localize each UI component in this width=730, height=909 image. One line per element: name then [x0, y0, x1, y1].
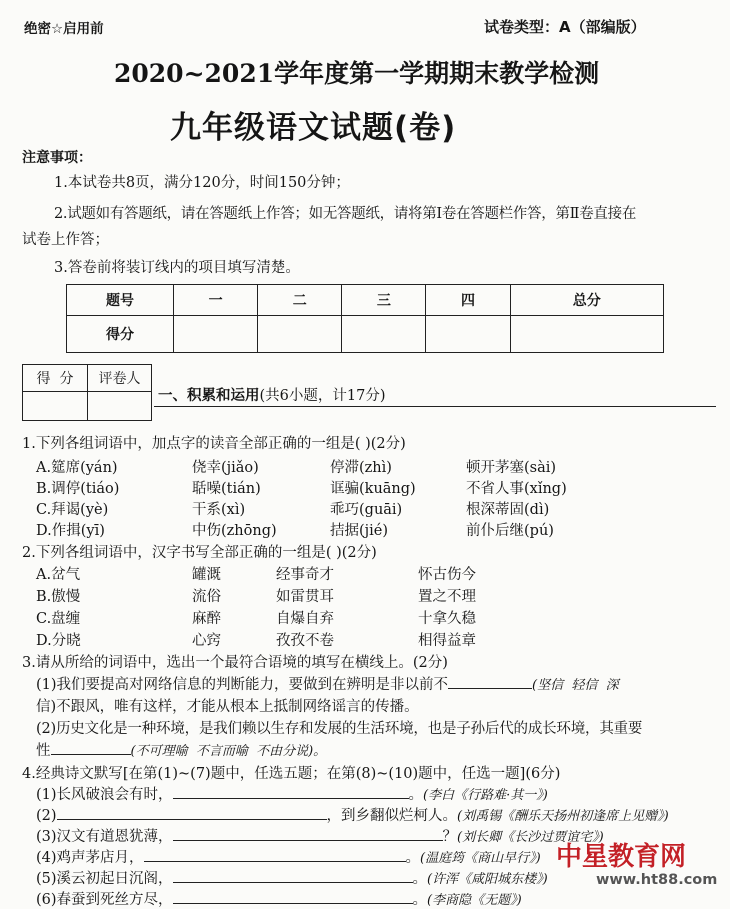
q4-line-6-blank[interactable]: [173, 889, 413, 904]
q1-d-word-2: 中伤(zhōng): [192, 523, 277, 539]
q1-d-word-3: 拮据(jié): [330, 523, 389, 539]
q1-b-word-3: 诓骗(kuāng): [330, 481, 416, 497]
q2-c-word-4: 十拿久稳: [418, 611, 476, 627]
section-one-title: 一、积累和运用: [158, 388, 260, 404]
q1-c-word-2: 干系(xì): [192, 502, 246, 518]
score-table-col-total: 总分: [510, 285, 663, 316]
q4-line-1-blank[interactable]: [173, 784, 409, 799]
q3-blank-2[interactable]: [51, 740, 131, 755]
score-table-header-label: 题号: [67, 285, 174, 316]
q1-c-word-4: 根深蒂固(dì): [466, 502, 550, 518]
q3-part-2-cont: [36, 739, 326, 760]
q1-b-word-4: 不省人事(xǐng): [466, 481, 567, 497]
q4-line-4-blank[interactable]: [144, 847, 406, 862]
score-table-col-4: 四: [426, 285, 510, 316]
q1-a-word-4: 顿开茅塞(sài): [466, 460, 557, 476]
q2-b-word-2: 流俗: [192, 589, 221, 605]
score-cell-1[interactable]: [174, 316, 258, 353]
q2-a-word-4: 怀古伤今: [418, 567, 476, 583]
grader-score-cell[interactable]: [23, 392, 88, 421]
note-item-2: 2.试题如有答题纸，请在答题纸上作答；如无答题纸，请将第Ⅰ卷在答题栏作答，第Ⅱ卷直接在: [54, 206, 637, 222]
q1-a-word-3: 停滞(zhì): [330, 460, 392, 476]
q2-b-word-4: 置之不理: [418, 589, 476, 605]
note-item-1: 1.本试卷共8页，满分120分，时间150分钟；: [54, 175, 350, 191]
exam-subtitle: 2020~2021学年度第一学期期末教学检测: [114, 59, 600, 88]
q4-line-4: [36, 846, 541, 867]
q1-stem: 1.下列各组词语中，加点字的读音全部正确的一组是( )(2分): [22, 436, 406, 452]
q2-d-word-3: 孜孜不卷: [276, 633, 334, 649]
watermark: [548, 836, 724, 902]
note-item-2-cont: 试卷上作答；: [22, 232, 109, 248]
q3-blank-1[interactable]: [448, 674, 532, 689]
q4-line-1-pre: (1)长风破浪会有时，: [36, 787, 173, 803]
grader-name-cell[interactable]: [88, 392, 152, 421]
score-table-col-3: 三: [342, 285, 426, 316]
q3-part-2: (2)历史文化是一种环境，是我们赖以生存和发展的生活环境，也是子孙后代的成长环境，其重要: [36, 721, 643, 737]
q4-line-3-source: (刘长卿《长沙过贾谊宅》): [457, 830, 604, 845]
q2-option-b[interactable]: B.傲慢: [36, 589, 81, 605]
q4-line-2-pre: (2): [36, 808, 57, 824]
q4-stem: 4.经典诗文默写[在第(1)~(7)题中，任选五题；在第(8)~(10)题中，任选一题](6分): [22, 766, 561, 782]
q3-part-2-pre: 性: [36, 743, 51, 759]
q4-line-6-source: (李商隐《无题》): [427, 893, 522, 908]
q4-line-3-post: ？: [442, 829, 458, 845]
q4-line-3: [36, 825, 604, 846]
q4-line-5-blank[interactable]: [173, 868, 413, 883]
section-one-underline: [154, 406, 716, 407]
score-cell-total[interactable]: [510, 316, 663, 353]
q3-part-1-text: (1)我们要提高对网络信息的判断能力，要做到在辨明是非以前不: [36, 677, 449, 693]
q3-part-2-options: (不可理喻 不言而喻 不由分说)。: [130, 744, 327, 759]
q1-option-a[interactable]: A.筵席(yán): [36, 460, 118, 476]
q4-line-3-pre: (3)汉文有道恩犹薄，: [36, 829, 173, 845]
secret-label: 绝密☆启用前: [24, 21, 104, 37]
q2-option-a[interactable]: A.岔气: [36, 567, 81, 583]
score-cell-2[interactable]: [258, 316, 342, 353]
q2-option-d[interactable]: D.分晓: [36, 633, 81, 649]
grader-name-label: 评卷人: [88, 365, 152, 392]
q3-stem: 3.请从所给的词语中，选出一个最符合语境的填写在横线上。(2分): [22, 655, 448, 671]
q4-line-5-source: (许浑《咸阳城东楼》): [427, 872, 548, 887]
q4-line-6: [36, 888, 522, 909]
score-table-col-1: 一: [174, 285, 258, 316]
q3-part-1-cont: 信)不跟风，唯有这样，才能从根本上抵制网络谣言的传播。: [36, 699, 419, 715]
q4-line-5: [36, 867, 548, 888]
score-table-col-2: 二: [258, 285, 342, 316]
q2-option-c[interactable]: C.盘缠: [36, 611, 81, 627]
q4-line-2-source: (刘禹锡《酬乐天扬州初逢席上见赠》): [457, 809, 669, 824]
q1-option-d[interactable]: D.作揖(yī): [36, 523, 105, 539]
grader-score-label: 得 分: [23, 365, 88, 392]
paper-type: 试卷类型：A（部编版）: [484, 18, 646, 36]
score-table-score-label: 得分: [67, 316, 174, 353]
q2-a-word-2: 罐溉: [192, 567, 221, 583]
grader-box: [22, 364, 152, 421]
q2-c-word-3: 自爆自弃: [276, 611, 334, 627]
q2-d-word-4: 相得益章: [418, 633, 476, 649]
q4-line-4-source: (温庭筠《商山早行》): [420, 851, 541, 866]
q4-line-3-blank[interactable]: [173, 826, 443, 841]
q1-a-word-2: 侥幸(jiǎo): [192, 460, 259, 476]
q1-b-word-2: 聒噪(tián): [192, 481, 261, 497]
q2-stem: 2.下列各组词语中，汉字书写全部正确的一组是( )(2分): [22, 545, 377, 561]
score-cell-3[interactable]: [342, 316, 426, 353]
q4-line-2-blank[interactable]: [57, 805, 327, 820]
q4-line-2: [36, 804, 669, 825]
note-item-3: 3.答卷前将装订线内的项目填写清楚。: [54, 260, 300, 276]
q4-line-4-pre: (4)鸡声茅店月，: [36, 850, 144, 866]
q1-d-word-4: 前仆后继(pú): [466, 523, 554, 539]
score-cell-4[interactable]: [426, 316, 510, 353]
q4-line-6-post: 。: [412, 892, 428, 908]
score-table: [66, 284, 664, 353]
q3-part-1: [36, 673, 619, 694]
section-one-heading: [158, 384, 386, 405]
q1-option-b[interactable]: B.调停(tiáo): [36, 481, 120, 497]
q2-d-word-2: 心窍: [192, 633, 221, 649]
q2-a-word-3: 经事奇才: [276, 567, 334, 583]
watermark-url: www.ht88.com: [596, 872, 718, 888]
q1-option-c[interactable]: C.拜谒(yè): [36, 502, 109, 518]
q2-b-word-3: 如雷贯耳: [276, 589, 334, 605]
q1-c-word-3: 乖巧(guāi): [330, 502, 403, 518]
q4-line-5-pre: (5)溪云初起日沉阁，: [36, 871, 173, 887]
q4-line-5-post: 。: [412, 871, 428, 887]
q2-c-word-2: 麻醉: [192, 611, 221, 627]
q4-line-4-post: 。: [405, 850, 421, 866]
q4-line-1-source: (李白《行路难·其一》): [423, 788, 548, 803]
q4-line-1-post: 。: [408, 787, 424, 803]
q3-part-1-options: (坚信 轻信 深: [532, 678, 619, 693]
section-one-desc: (共6小题，计17分): [259, 388, 386, 404]
q4-line-2-post: ，到乡翻似烂柯人。: [326, 808, 458, 824]
watermark-brand: 中星教育网: [556, 842, 687, 872]
notes-heading: 注意事项：: [22, 150, 92, 166]
q4-line-1: [36, 783, 548, 804]
q4-line-6-pre: (6)春蚕到死丝方尽，: [36, 892, 173, 908]
exam-title: 九年级语文试题(卷): [170, 110, 457, 146]
